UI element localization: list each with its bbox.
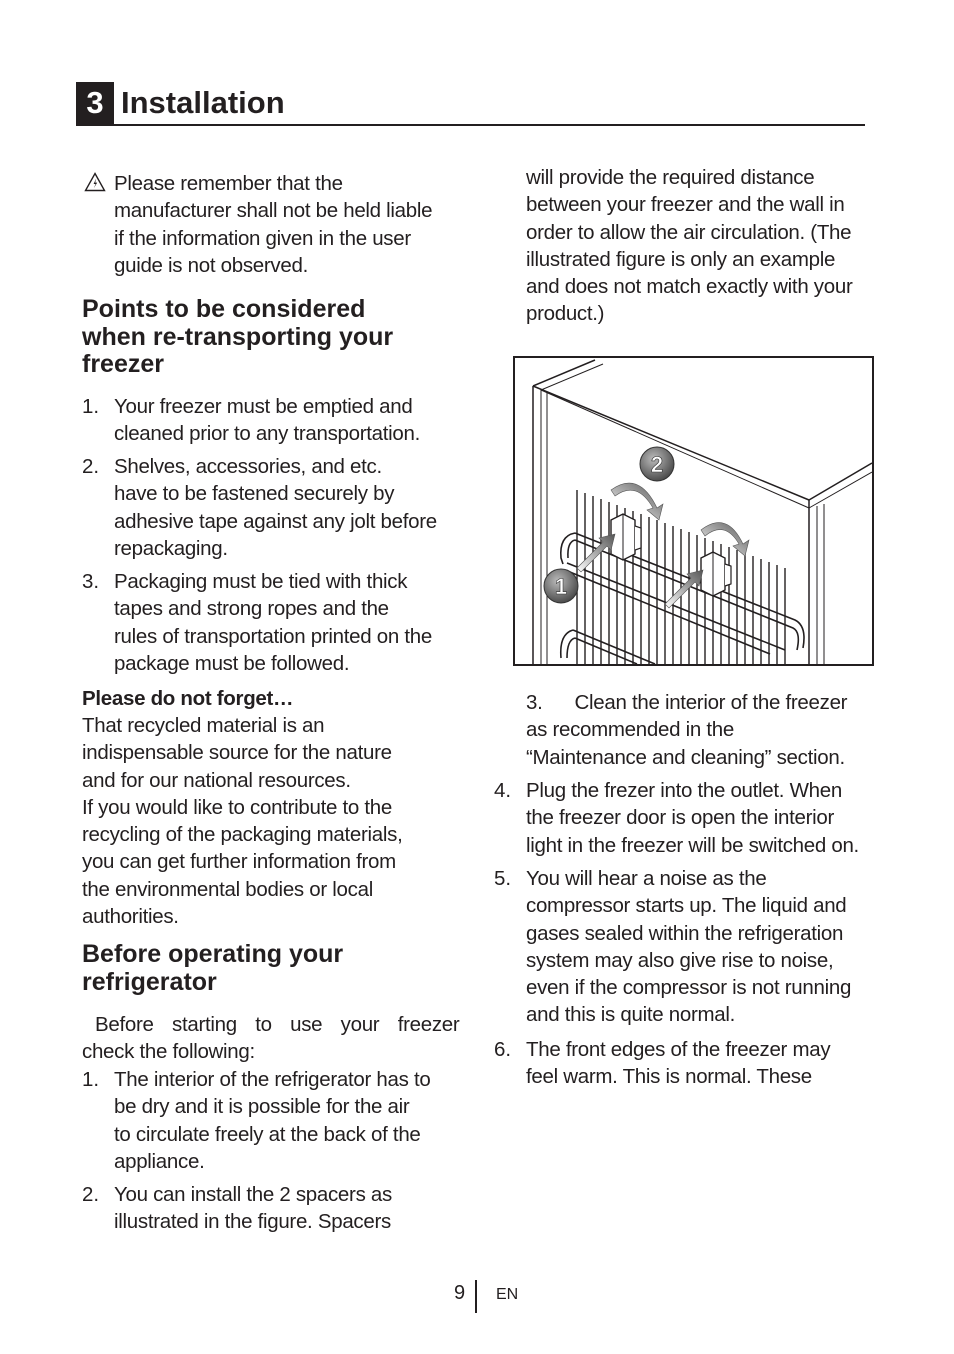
page-number: 9 [454, 1282, 466, 1304]
figure-label-2 [640, 447, 674, 481]
list-item: The front edges of the freezer may feel warm. This is normal. These [526, 1038, 831, 1089]
list-item: Shelves, accessories, and etc. have to be fastened securely by adhesive tape against any jolt before repackaging. [114, 455, 437, 560]
list-item: Packaging must be tied with thick tapes and strong ropes and the rules of transportation printed on the package must be followed. [114, 570, 432, 675]
list-item: Plug the frezer into the outlet. When the freezer door is open the interior light in the freezer will be switched on. [526, 779, 859, 857]
svg-text:2: 2 [650, 452, 664, 477]
list-item: You will hear a noise as the compressor starts up. The liquid and gases sealed within the refrigeration system may also give rise to noise, even if the compressor is not running and this is quite normal. [526, 867, 852, 1027]
list-number: 2. [82, 1183, 100, 1206]
list-number: 3. [82, 570, 100, 593]
list-item: Your freezer must be emptied and cleaned prior to any transportation. [114, 395, 420, 446]
chapter-header [76, 82, 865, 126]
list-number: 1. [82, 1068, 100, 1091]
list-number: 2. [82, 455, 100, 478]
freezer-back-illustration [515, 358, 872, 664]
list-number: 4. [494, 779, 512, 802]
list-item: You can install the 2 spacers as illustrated in the figure. Spacers [114, 1183, 392, 1234]
intro-text: Before starting to use your freezer check the following: [82, 1013, 460, 1064]
svg-text:1: 1 [554, 574, 568, 599]
warning-icon [84, 172, 106, 192]
chapter-title: Installation [121, 85, 285, 120]
notice-text: That recycled material is an indispensable source for the nature and for our national resources. If you would like to contribute to the recycling of the packaging materials, you can get further information from the environmental bodies or local authorities. [82, 714, 403, 929]
figure-label-1 [544, 569, 578, 603]
continued-text: will provide the required distance between your freezer and the wall in order to allow the air circulation. (The illustrated figure is only an example and does not match exactly with your product.) [526, 166, 853, 326]
list-number: 3. [526, 691, 543, 714]
language-code: EN [496, 1286, 519, 1303]
list-item: 3. Clean the interior of the freezer as recommended in the “Maintenance and cleaning” section. [526, 691, 848, 769]
chapter-number: 3 [76, 82, 114, 124]
list-number: 5. [494, 867, 512, 890]
notice-title: Please do not forget… [82, 687, 294, 710]
spacer-right [701, 552, 731, 596]
heading-before-operating: Before operating your refrigerator [82, 940, 344, 996]
spacer-installation-figure [513, 356, 874, 666]
footer-divider [475, 1280, 477, 1313]
heading-re-transporting: Points to be considered when re-transporting your freezer [82, 295, 394, 378]
spacer-left [611, 514, 641, 560]
list-item: The interior of the refrigerator has to be dry and it is possible for the air to circulate freely at the back of the appliance. [114, 1068, 431, 1173]
list-number: 1. [82, 395, 100, 418]
list-number: 6. [494, 1038, 512, 1061]
warning-text: Please remember that the manufacturer shall not be held liable if the information given in the user guide is not observed. [114, 172, 433, 277]
